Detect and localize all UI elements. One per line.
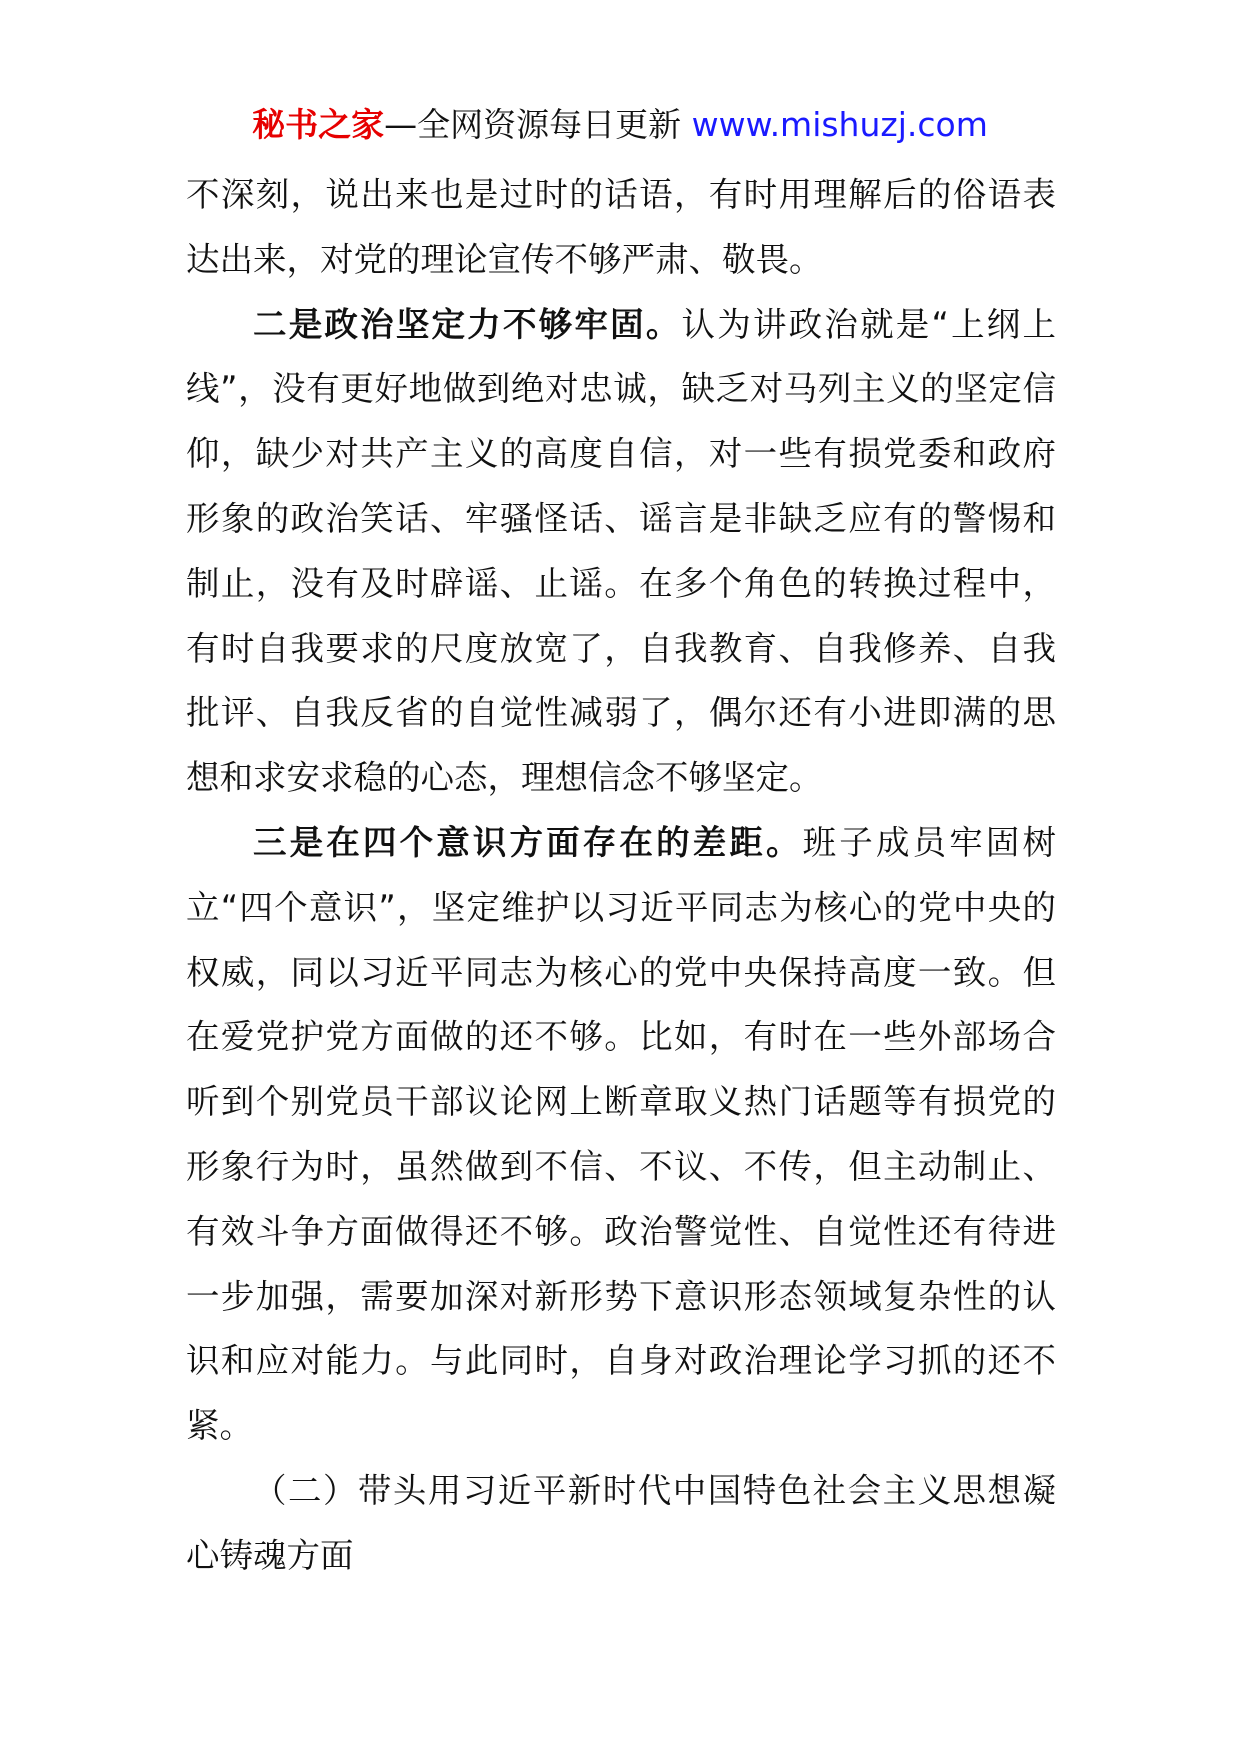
paragraph-continued: [186, 163, 1056, 293]
site-header: [0, 100, 1240, 150]
document-body: [186, 163, 1056, 1589]
paragraph-text: 不深刻，说出来也是过时的话语，有时用理解后的俗语表达出来，对党的理论宣传不够严肃、敬畏。: [186, 175, 1056, 279]
header-tagline: 全网资源每日更新: [417, 105, 682, 144]
paragraph-text: 认为讲政治就是“上纲上线”，没有更好地做到绝对忠诚，缺乏对马列主义的坚定信仰，缺少对共产主义的高度自信，对一些有损党委和政府形象的政治笑话、牢骚怪话、谣言是非缺乏应有的警惕和制止，没有及时辟谣、止谣。在多个角色的转换过程中，有时自我要求的尺度放宽了，自我教育、自我修养、自我批评、自我反省的自觉性减弱了，偶尔还有小进即满的思想和求安求稳的心态，理想信念不够坚定。: [186, 304, 1056, 798]
section-heading-text: （二）带头用习近平新时代中国特色社会主义思想凝心铸魂方面: [186, 1470, 1056, 1575]
header-separator: —: [384, 105, 418, 144]
paragraph-text: 班子成员牢固树立“四个意识”，坚定维护以习近平同志为核心的党中央的权威，同以习近平同志为核心的党中央保持高度一致。但在爱党护党方面做的还不够。比如，有时在一些外部场合听到个别党员干部议论网上断章取义热门话题等有损党的形象行为时，虽然做到不信、不议、不传，但主动制止、有效斗争方面做得还不够。政治警觉性、自觉性还有待进一步加强，需要加深对新形势下意识形态领域复杂性的认识和应对能力。与此同时，自身对政治理论学习抓的还不紧。: [186, 822, 1057, 1446]
paragraph-lead: 二是政治坚定力不够牢固。: [253, 304, 682, 344]
section-heading: [186, 1459, 1056, 1589]
paragraph-lead: 三是在四个意识方面存在的差距。: [253, 822, 803, 862]
paragraph-four-consciousness: [186, 811, 1056, 1459]
brand-name: 秘书之家: [252, 105, 385, 144]
site-url-link[interactable]: www.mishuzj.com: [691, 105, 988, 144]
paragraph-political-firmness: [186, 293, 1056, 811]
